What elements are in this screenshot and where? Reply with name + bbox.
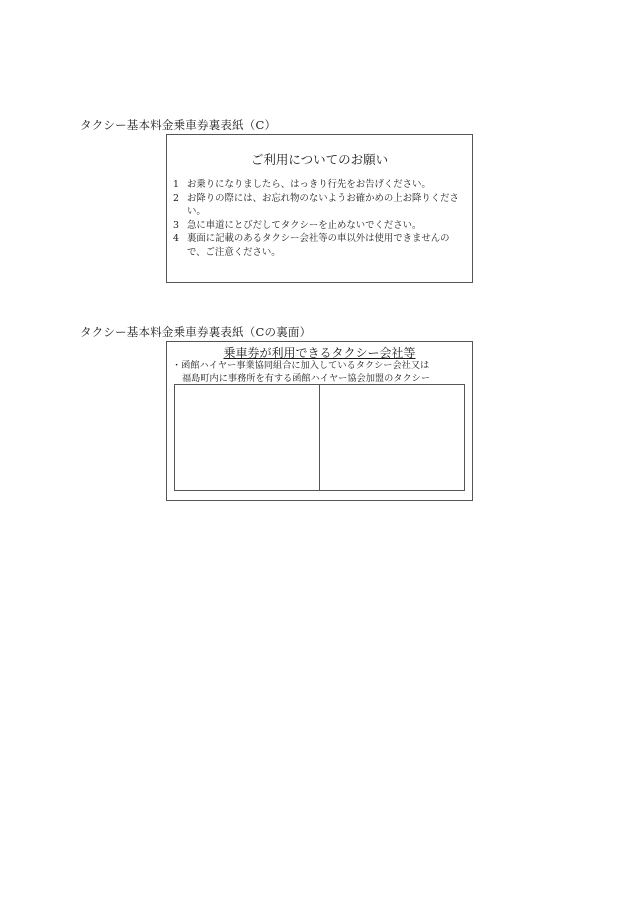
- notice-text: お降りの際には、お忘れ物のないようお確かめの上お降りください。: [187, 192, 459, 217]
- notice-item: [173, 232, 466, 259]
- notice-item: [173, 219, 466, 233]
- back-title: 乗車券が利用できるタクシー会社等: [223, 346, 416, 360]
- notice-number: 4: [173, 233, 179, 244]
- notice-text: お乗りになりましたら、はっきり行先をお告げください。: [187, 179, 431, 190]
- company-logo-grid: [174, 384, 465, 491]
- front-title: ご利用についてのお願い: [250, 152, 389, 167]
- front-caption: タクシー基本料金乗車券裏表紙（C）: [80, 118, 277, 132]
- notice-item: [173, 192, 466, 219]
- back-note-line-1: ・函館ハイヤー事業協同組合に加入しているタクシー会社又は: [172, 360, 430, 371]
- notice-list: [173, 178, 466, 259]
- notice-text: 急に車道にとびだしてタクシーを止めないでください。: [187, 219, 422, 231]
- notice-text: 裏面に記載のあるタクシー会社等の車以外は使用できませんので、ご注意ください。: [187, 233, 450, 258]
- notice-number: 2: [173, 192, 179, 204]
- back-cover-card: [166, 341, 473, 501]
- back-note-line-2: 福島町内に事務所を有する函館ハイヤー協会加盟のタクシー: [182, 373, 431, 384]
- company-logo-box-right: [319, 385, 464, 490]
- notice-number: 1: [173, 179, 179, 190]
- company-logo-box-left: [175, 385, 319, 490]
- front-cover-card: [166, 134, 473, 283]
- back-note: [172, 359, 467, 385]
- notice-number: 3: [173, 219, 179, 231]
- back-caption: タクシー基本料金乗車券裏表紙（Cの裏面）: [80, 325, 312, 339]
- notice-item: [173, 178, 466, 192]
